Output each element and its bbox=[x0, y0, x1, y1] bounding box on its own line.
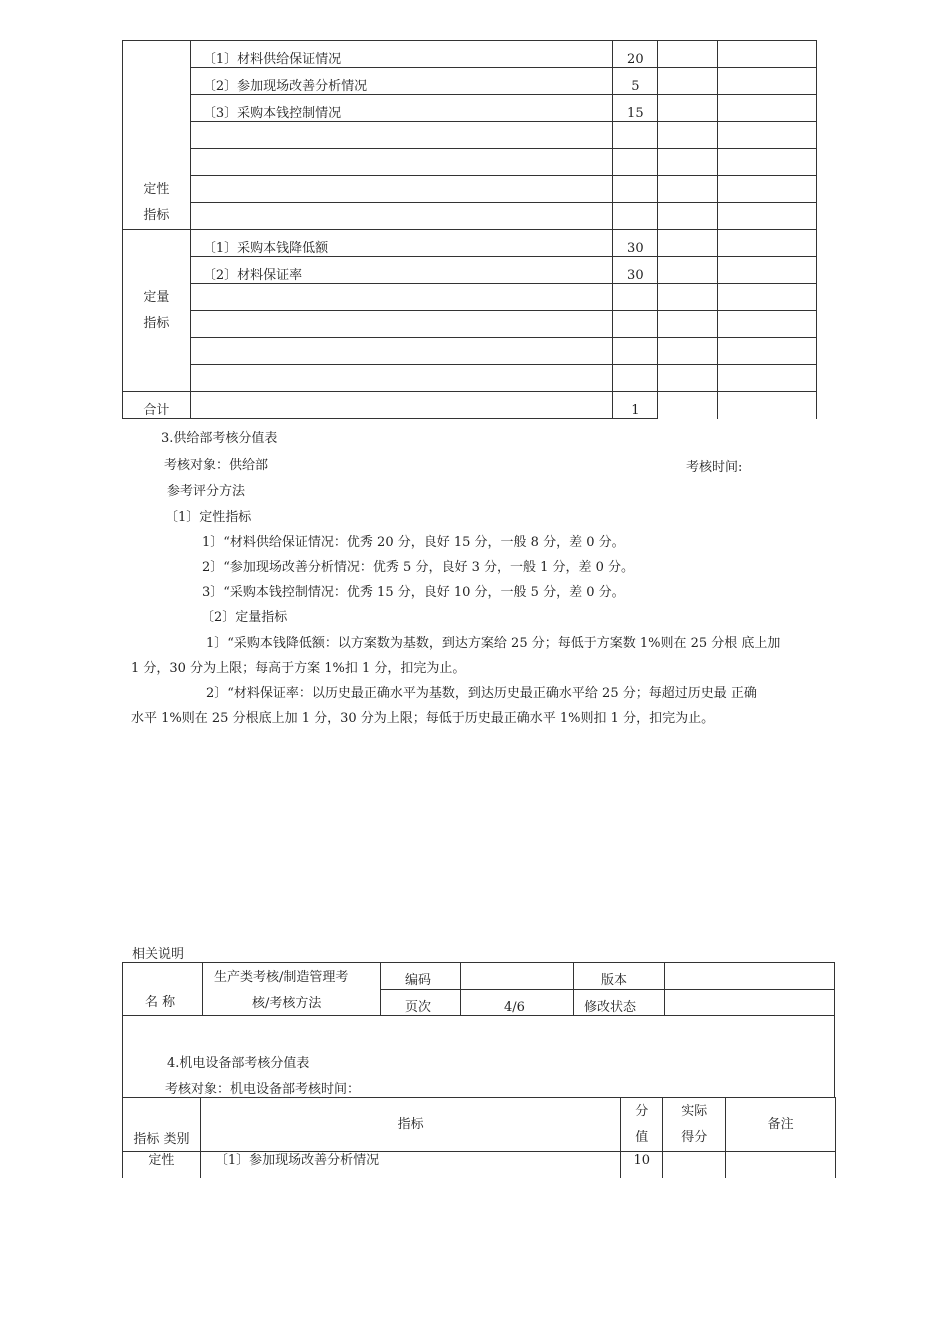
note-cell bbox=[718, 68, 817, 95]
equipment-score-table bbox=[122, 1097, 836, 1178]
score-value: 30 bbox=[613, 257, 658, 284]
indicator-label bbox=[190, 176, 612, 203]
col-score-header-line: 分 bbox=[635, 1103, 649, 1119]
qualitative-item: 1〕“材料供给保证情况：优秀 20 分，良好 15 分，一般 8 分，差 0 分。 bbox=[202, 535, 625, 550]
note-cell bbox=[718, 149, 817, 176]
supply-score-table bbox=[122, 40, 817, 419]
quantitative-category-cell bbox=[123, 230, 191, 392]
note-cell bbox=[718, 257, 817, 284]
quantitative-heading: 〔2〕定量指标 bbox=[201, 610, 288, 625]
qualitative-item: 3〕“采购本钱控制情况：优秀 15 分，良好 10 分，一般 5 分，差 0 分。 bbox=[202, 585, 625, 600]
score-value bbox=[613, 176, 658, 203]
score-value: 20 bbox=[613, 41, 658, 68]
table-row bbox=[123, 338, 817, 365]
version-label: 版本 bbox=[601, 973, 628, 988]
indicator-label: 〔2〕参加现场改善分析情况 bbox=[190, 68, 612, 95]
code-label: 编码 bbox=[405, 973, 432, 988]
category-label: 定性 bbox=[143, 182, 170, 197]
method-heading: 参考评分方法 bbox=[167, 484, 246, 499]
section-title: 3.供给部考核分值表 bbox=[161, 431, 278, 446]
actual-score-cell bbox=[658, 41, 718, 68]
note-cell bbox=[718, 122, 817, 149]
actual-score-cell bbox=[658, 311, 718, 338]
table-row bbox=[123, 1152, 836, 1178]
table-header-row bbox=[123, 1098, 836, 1152]
actual-score-cell bbox=[658, 176, 718, 203]
note-cell bbox=[718, 230, 817, 257]
assessment-time: 考核时间: bbox=[686, 460, 743, 475]
quantitative-item: 水平 1%则在 25 分根底上加 1 分，30 分为上限；每低于历史最正确水平 1%则扣 1 分，扣完为止。 bbox=[131, 711, 715, 726]
table-row bbox=[123, 203, 817, 230]
actual-score-cell bbox=[658, 95, 718, 122]
table-row bbox=[123, 257, 817, 284]
actual-score-cell bbox=[663, 1152, 726, 1178]
score-value: 5 bbox=[613, 68, 658, 95]
score-value: 10 bbox=[621, 1152, 663, 1178]
col-score-header bbox=[621, 1098, 663, 1152]
col-indicator-header: 指标 bbox=[200, 1098, 620, 1152]
note-cell bbox=[726, 1152, 836, 1178]
actual-score-cell bbox=[658, 284, 718, 311]
score-value bbox=[613, 284, 658, 311]
note-cell bbox=[718, 311, 817, 338]
table-row bbox=[123, 95, 817, 122]
actual-score-cell bbox=[658, 149, 718, 176]
note-cell bbox=[718, 392, 817, 419]
doc-header-box bbox=[122, 962, 835, 1016]
table-row bbox=[123, 122, 817, 149]
score-value: 15 bbox=[613, 95, 658, 122]
table-row bbox=[123, 284, 817, 311]
divider bbox=[202, 963, 203, 1016]
actual-score-cell bbox=[658, 365, 718, 392]
assessment-object: 考核对象：供给部 bbox=[164, 458, 269, 473]
table-row bbox=[123, 41, 817, 68]
actual-score-cell bbox=[658, 338, 718, 365]
category-label: 定量 bbox=[143, 289, 170, 305]
actual-score-cell bbox=[658, 257, 718, 284]
indicator-label bbox=[190, 122, 612, 149]
indicator-label: 〔3〕采购本钱控制情况 bbox=[190, 95, 612, 122]
total-row bbox=[123, 392, 817, 419]
doc-name: 生产类考核/制造管理考 bbox=[214, 970, 349, 985]
note-cell bbox=[718, 95, 817, 122]
col-actual-header-line: 实际 bbox=[681, 1103, 708, 1119]
table-row bbox=[123, 365, 817, 392]
actual-score-cell bbox=[658, 68, 718, 95]
indicator-label: 〔2〕材料保证率 bbox=[190, 257, 612, 284]
note-cell bbox=[718, 365, 817, 392]
note-cell bbox=[718, 284, 817, 311]
related-notes-label: 相关说明 bbox=[132, 947, 185, 962]
divider bbox=[380, 989, 835, 990]
table-row bbox=[123, 68, 817, 95]
page-label: 页次 bbox=[405, 1000, 432, 1015]
score-value: 30 bbox=[613, 230, 658, 257]
score-value bbox=[613, 338, 658, 365]
revision-label: 修改状态 bbox=[584, 1000, 637, 1015]
table-row bbox=[123, 149, 817, 176]
indicator-label: 〔1〕采购本钱降低额 bbox=[190, 230, 612, 257]
score-value bbox=[613, 122, 658, 149]
note-cell bbox=[718, 176, 817, 203]
score-value bbox=[613, 365, 658, 392]
actual-score-cell bbox=[658, 203, 718, 230]
doc-name: 核/考核方法 bbox=[252, 996, 322, 1011]
qualitative-item: 2〕“参加现场改善分析情况：优秀 5 分，良好 3 分，一般 1 分，差 0 分。 bbox=[202, 560, 635, 575]
table-row bbox=[123, 311, 817, 338]
section-title: 4.机电设备部考核分值表 bbox=[167, 1056, 310, 1071]
category-label: 指标 bbox=[143, 315, 170, 331]
indicator-label bbox=[190, 284, 612, 311]
category-label: 定性 bbox=[123, 1152, 201, 1178]
indicator-label bbox=[190, 365, 612, 392]
score-value bbox=[613, 311, 658, 338]
actual-score-cell bbox=[658, 122, 718, 149]
assessment-object: 考核对象：机电设备部考核时间： bbox=[165, 1082, 361, 1097]
actual-score-cell bbox=[658, 230, 718, 257]
actual-score-cell bbox=[658, 392, 718, 419]
col-note-header: 备注 bbox=[726, 1098, 836, 1152]
col-score-header-line: 值 bbox=[635, 1129, 649, 1145]
quantitative-item: 2〕“材料保证率：以历史最正确水平为基数，到达历史最正确水平给 25 分；每超过历史最 正确 bbox=[206, 686, 757, 701]
note-cell bbox=[718, 203, 817, 230]
quantitative-item: 1 分，30 分为上限；每高于方案 1%扣 1 分，扣完为止。 bbox=[131, 661, 466, 676]
col-actual-header-line: 得分 bbox=[681, 1129, 708, 1145]
qualitative-category-cell bbox=[123, 41, 191, 230]
total-value: 1 bbox=[613, 392, 658, 419]
score-value bbox=[613, 203, 658, 230]
note-cell bbox=[718, 41, 817, 68]
total-label: 合计 bbox=[123, 392, 191, 419]
qualitative-heading: 〔1〕定性指标 bbox=[165, 510, 252, 525]
quantitative-item: 1〕“采购本钱降低额：以方案数为基数，到达方案给 25 分；每低于方案数 1%则在 25 分根 底上加 bbox=[206, 636, 781, 651]
indicator-label bbox=[190, 338, 612, 365]
category-label: 指标 bbox=[143, 208, 170, 223]
indicator-label: 〔1〕参加现场改善分析情况 bbox=[200, 1152, 620, 1178]
score-value bbox=[613, 149, 658, 176]
indicator-label: 〔1〕材料供给保证情况 bbox=[190, 41, 612, 68]
section4-box bbox=[122, 1015, 835, 1098]
table-row bbox=[123, 176, 817, 203]
table-row bbox=[123, 230, 817, 257]
col-category-header: 指标 类别 bbox=[123, 1098, 201, 1152]
indicator-label bbox=[190, 311, 612, 338]
indicator-label bbox=[190, 203, 612, 230]
note-cell bbox=[718, 338, 817, 365]
indicator-label bbox=[190, 149, 612, 176]
col-actual-header bbox=[663, 1098, 726, 1152]
page-value: 4/6 bbox=[504, 1000, 525, 1015]
name-label: 名 称 bbox=[145, 995, 176, 1010]
indicator-label bbox=[190, 392, 612, 419]
